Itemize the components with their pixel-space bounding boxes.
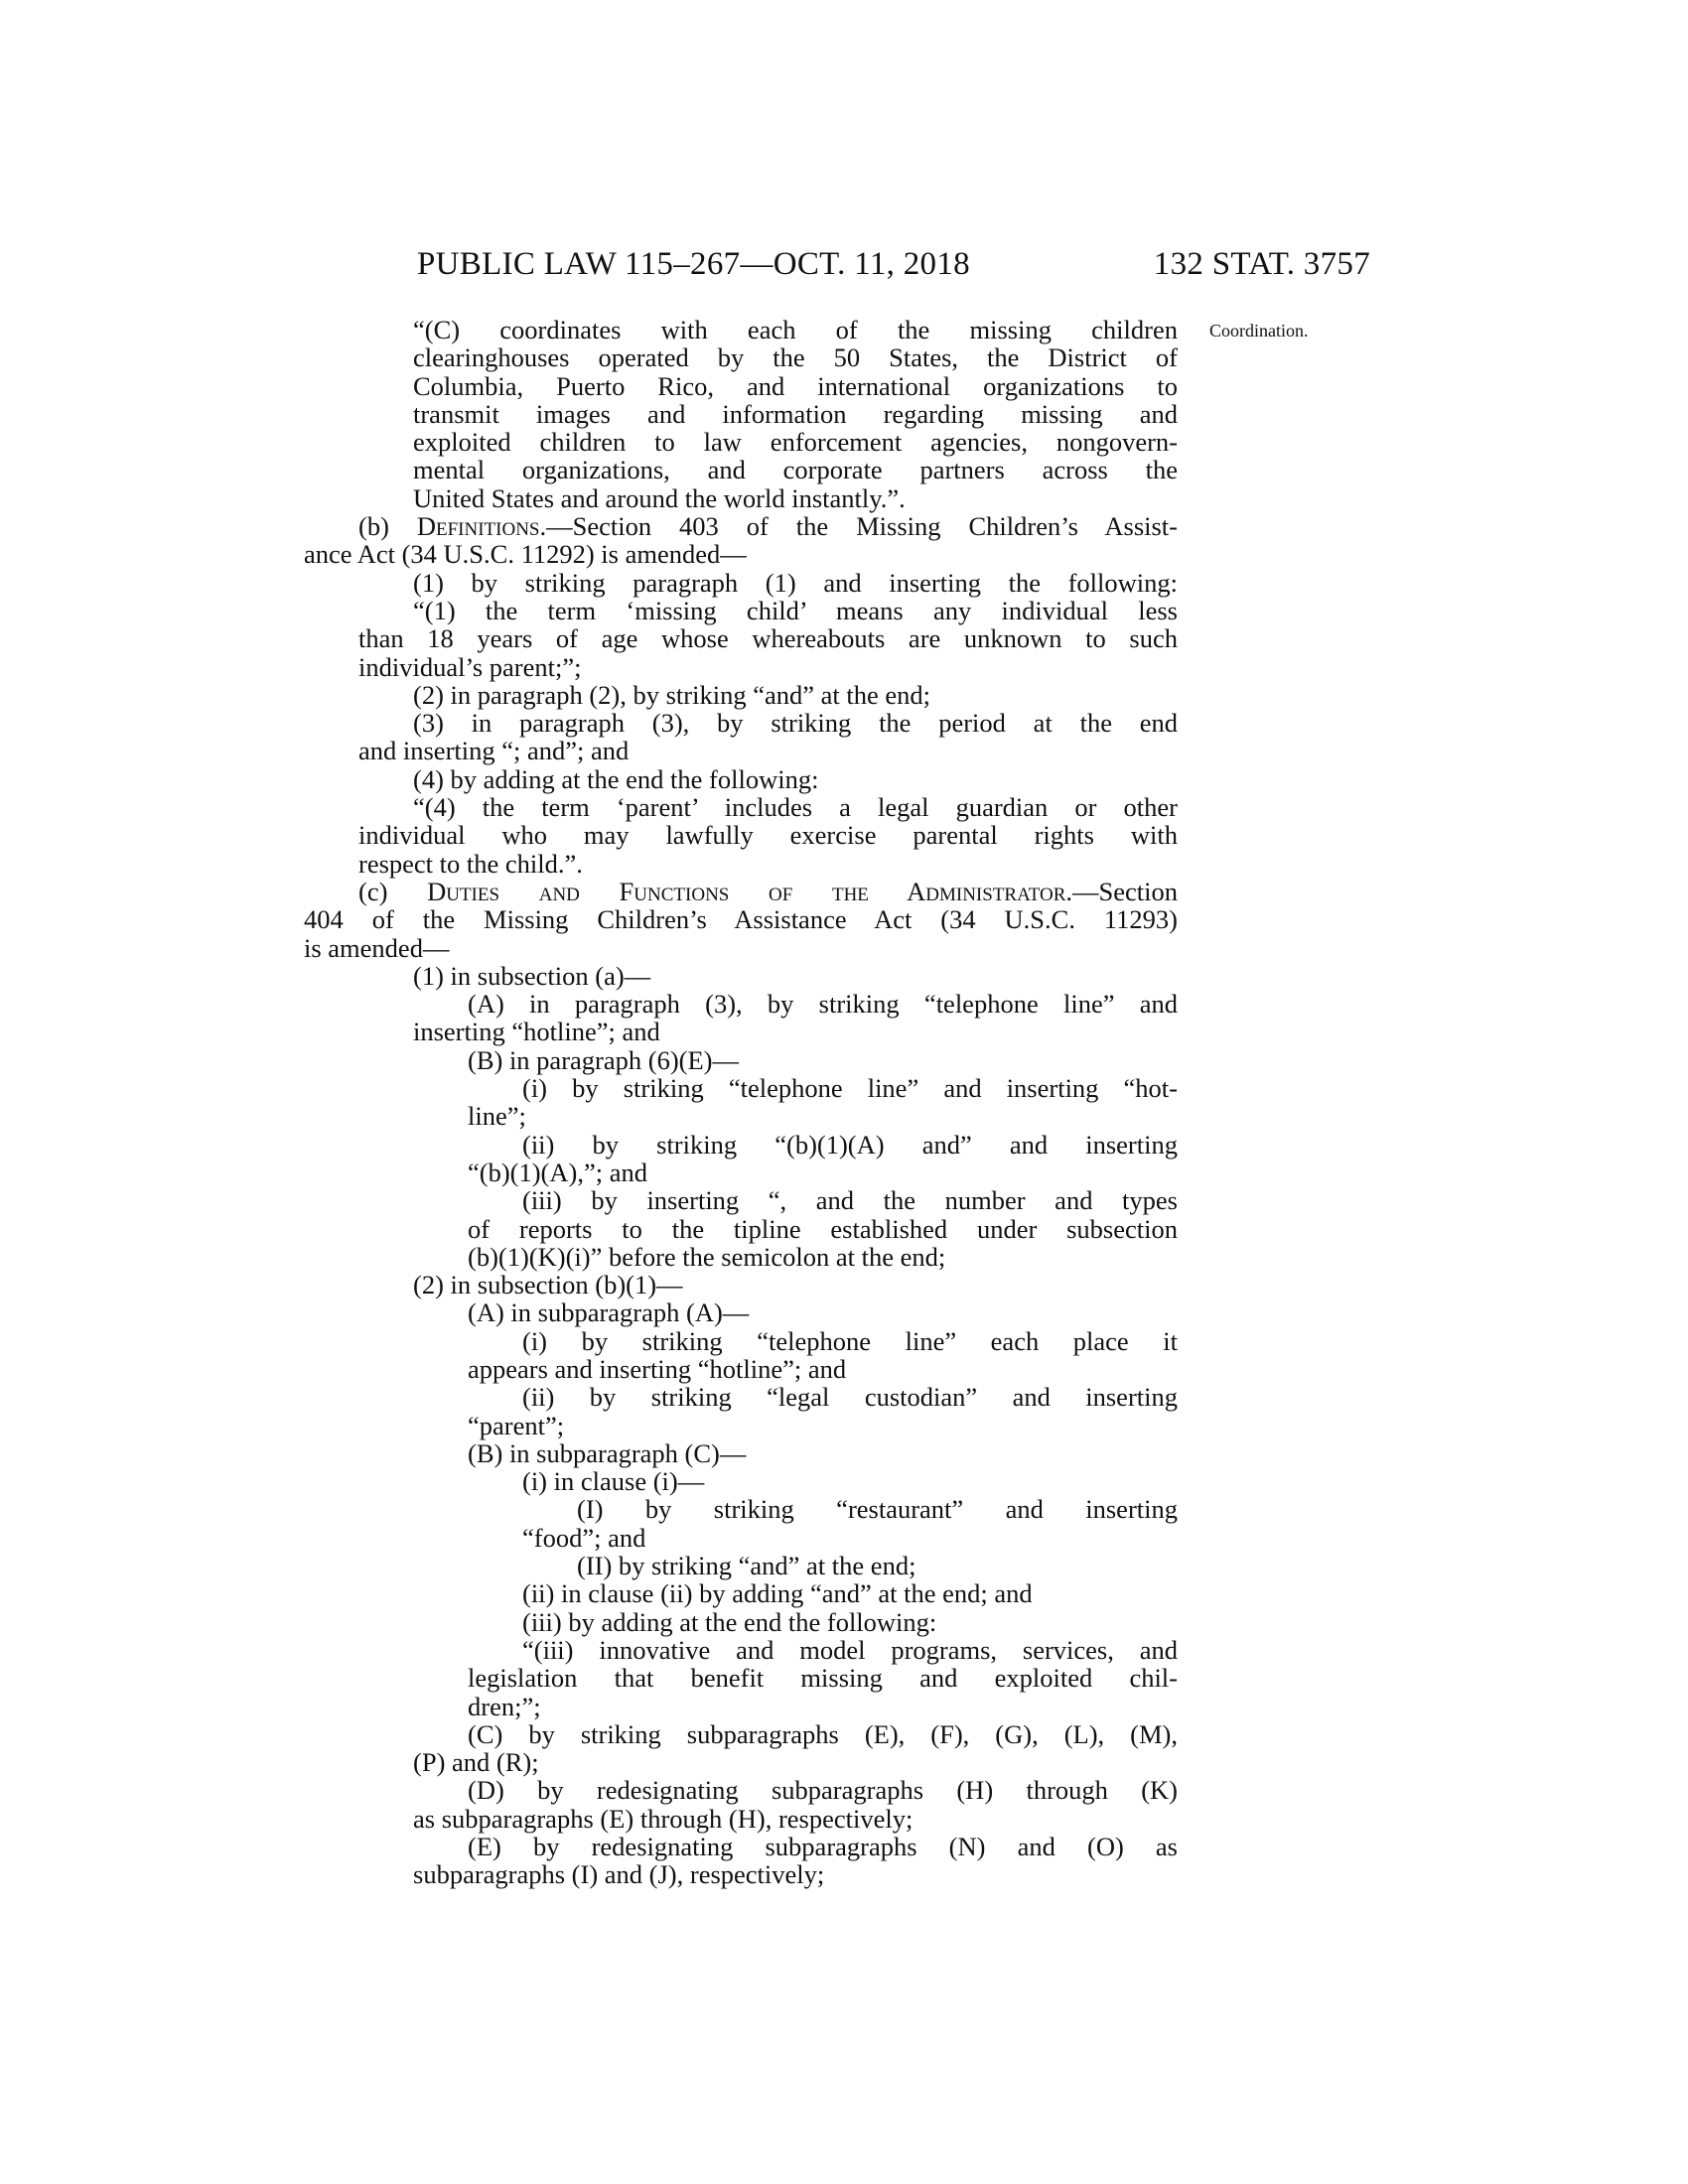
line-text: “(b)(1)(A),”; and [468,1157,647,1187]
text-line [304,1693,1178,1720]
line-text: United States and around the world instantly.”. [413,482,906,513]
line-text: (iii) by inserting “, and the number and types [522,1185,1178,1216]
text-line [304,1412,1178,1439]
text-line [304,1636,1178,1664]
line-text: (i) in clause (i)— [522,1466,705,1497]
line-text: (II) by striking “and” at the end; [577,1551,916,1581]
text-line [304,793,1178,821]
text-line [304,765,1178,793]
line-text: transmit images and information regarding missing and [413,398,1178,429]
text-line [304,372,1178,400]
text-line [304,1186,1178,1214]
public-law-citation: PUBLIC LAW 115–267—OCT. 11, 2018 [417,246,970,282]
line-text: (i) by striking “telephone line” and inserting “hot- [522,1073,1178,1104]
text-line [304,934,1178,962]
text-line [304,850,1178,878]
text-line [304,456,1178,483]
text-line [304,821,1178,849]
line-text: clearinghouses operated by the 50 States, the District of [413,342,1178,373]
line-text: 404 of the Missing Children’s Assistance Act (34 U.S.C. 11293) [304,904,1178,935]
line-text: (C) by striking subparagraphs (E), (F), (G), (L), (M), [468,1718,1178,1749]
text-line [304,905,1178,933]
line-text: (ii) in clause (ii) by adding “and” at the end; and [522,1578,1033,1609]
text-line [304,1159,1178,1186]
line-text: individual who may lawfully exercise parental rights with [358,820,1178,851]
text-line [304,1102,1178,1130]
text-line [304,624,1178,652]
line-text: ance Act (34 U.S.C. 11292) is amended— [304,539,747,570]
text-line [304,1748,1178,1776]
text-line [304,1833,1178,1860]
line-text: —Section 403 of the Missing Children’s Assist- [546,511,1178,542]
text-line [304,428,1178,456]
text-line [304,1776,1178,1804]
text-line [304,1018,1178,1045]
text-line [304,597,1178,624]
line-text: (D) by redesignating subparagraphs (H) through (K) [468,1775,1178,1806]
line-text: (b)(1)(K)(i)” before the semicolon at the end; [468,1241,946,1272]
line-text: (3) in paragraph (3), by striking the period at the end [413,708,1178,739]
line-text: dren;”; [468,1691,541,1721]
line-text: (4) by adding at the end the following: [413,763,819,794]
line-text: (P) and (R); [413,1747,539,1778]
line-text: (1) by striking paragraph (1) and inserting the following: [413,567,1178,598]
line-text: (2) in subsection (b)(1)— [413,1270,683,1300]
text-line [304,400,1178,428]
text-line [304,1383,1178,1411]
line-text: Columbia, Puerto Rico, and international organizations to [413,370,1178,401]
line-text: individual’s parent;”; [358,651,582,682]
text-line [304,512,1178,540]
line-text: subparagraphs (I) and (J), respectively; [413,1859,825,1890]
text-line [304,343,1178,371]
line-text: (1) in subsection (a)— [413,960,651,991]
text-line [304,990,1178,1018]
line-text: (B) in subparagraph (C)— [468,1437,747,1468]
line-text: “food”; and [522,1522,646,1553]
line-text: “(C) coordinates with each of the missing children [413,315,1178,344]
line-text: (A) in paragraph (3), by striking “telephone line” and [468,989,1178,1020]
line-text: as subparagraphs (E) through (H), respectively; [413,1803,914,1834]
margin-note: Coordination. [1209,321,1309,341]
line-text: “(iii) innovative and model programs, services, and [522,1634,1178,1665]
line-text: (i) by striking “telephone line” each place it [522,1325,1178,1356]
line-text: (B) in paragraph (6)(E)— [468,1044,739,1075]
line-text: (A) in subparagraph (A)— [468,1297,750,1328]
text-line [304,569,1178,597]
line-text: —Section [1072,876,1178,906]
text-line [304,1495,1178,1523]
line-text: “parent”; [468,1410,565,1440]
text-line [304,1243,1178,1271]
line-text: (iii) by adding at the end the following: [522,1606,937,1637]
statute-body-text [304,316,1178,1889]
text-line [304,1439,1178,1467]
line-text: line”; [468,1101,526,1132]
text-line [304,1664,1178,1692]
line-text: (I) by striking “restaurant” and inserting [577,1494,1178,1525]
line-text: (ii) by striking “legal custodian” and inserting [522,1382,1178,1413]
text-line [304,681,1178,709]
text-line [304,316,1178,343]
line-text: and inserting “; and”; and [358,736,630,766]
subsection-label: (b) Definitions. [358,511,547,542]
text-line [304,484,1178,512]
line-text: inserting “hotline”; and [413,1017,660,1047]
text-line [304,540,1178,568]
line-text: (ii) by striking “(b)(1)(A) and” and inserting [522,1129,1178,1160]
text-line [304,1805,1178,1833]
text-line [304,1355,1178,1383]
line-text: of reports to the tipline established under subsection [468,1213,1178,1244]
text-line [304,709,1178,737]
text-line [304,1131,1178,1159]
line-text: mental organizations, and corporate partners across the [413,455,1178,485]
text-line [304,1215,1178,1243]
line-text: “(4) the term ‘parent’ includes a legal guardian or other [413,792,1178,823]
text-line [304,1579,1178,1607]
text-line [304,1608,1178,1636]
line-text: than 18 years of age whose whereabouts are unknown to such [358,623,1178,654]
page-header [417,246,1370,286]
line-text: “(1) the term ‘missing child’ means any individual less [413,595,1178,625]
text-line [304,1298,1178,1326]
text-line [304,878,1178,905]
line-text: respect to the child.”. [358,848,583,879]
text-line [304,1074,1178,1102]
text-line [304,653,1178,681]
text-line [304,1524,1178,1552]
text-line [304,1552,1178,1579]
text-line [304,1720,1178,1748]
line-text: (E) by redesignating subparagraphs (N) and (O) as [468,1832,1178,1862]
line-text: exploited children to law enforcement agencies, nongovern- [413,427,1178,458]
statute-page-number: 132 STAT. 3757 [1153,246,1370,282]
line-text: (2) in paragraph (2), by striking “and” at the end; [413,679,930,710]
text-line [304,1046,1178,1074]
line-text: is amended— [304,932,450,963]
text-line [304,1271,1178,1298]
text-line [304,737,1178,764]
text-line [304,1327,1178,1355]
line-text: appears and inserting “hotline”; and [468,1353,847,1384]
text-line [304,1467,1178,1495]
subsection-label: (c) Duties and Functions of the Administrator. [358,876,1072,906]
line-text: legislation that benefit missing and exploited chil- [468,1663,1178,1694]
text-line [304,1860,1178,1888]
text-line [304,962,1178,990]
